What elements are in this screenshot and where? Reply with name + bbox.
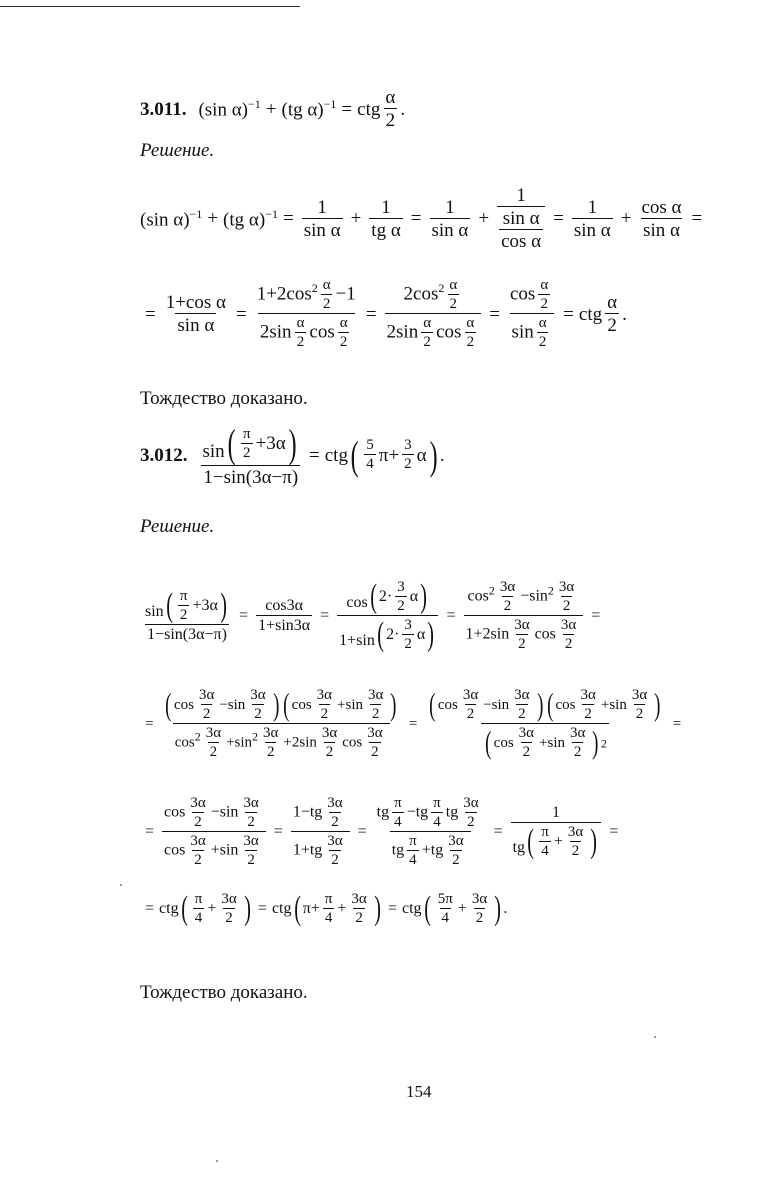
problem-number: 3.011. bbox=[140, 98, 187, 120]
formula-3012-line1: sin ( $\frac{\pi}{2}$ +3α ) 1−sin(3α−π) = $\frac{\cos 3\alpha}{1+\sin 3\alpha}$ = cos( 2· $\frac{3}{2}$ α ) 1+sin( 2· $\frac{3}{2}$ α ) = $\cos^2$ $\frac{3\alpha}{2}$ $-\sin^2$ $\frac{3\alpha}{2}$ 1+2sin $\frac{3\alpha}{2}$ cos $\frac{3\alpha}{2}$ = bbox=[140, 580, 605, 652]
solution-label: Решение. bbox=[140, 140, 215, 161]
formula-3012-line3: = cos $\frac{3\alpha}{2}$ −sin $\frac{3\alpha}{2}$ cos $\frac{3\alpha}{2}$ +sin $\frac{3\alpha}{2}$ = 1−tg $\frac{3\alpha}{2}$ 1+tg $\frac{3\alpha}{2}$ = tg $\frac{\pi}{4}$ −tg $\frac{\pi}{4}$ tg $\frac{3\alpha}{2}$ tg $\frac{\pi}{4}$ +tg $\frac{3\alpha}{2}$ = 1 tg ( $\frac{\pi}{4}$ + $\frac{3\alpha}{2}$ ) = bbox=[140, 796, 623, 868]
formula-3012-line4: = ctg ( $\frac{\pi}{4}$ + $\frac{3\alpha}{2}$ ) = ctg ( π+ $\frac{\pi}{4}$ + $\frac{3\alpha}{2}$ ) = ctg ( $\frac{5\pi}{4}$ + $\frac{3\alpha}{2}$ ) . bbox=[140, 892, 507, 926]
formula-3012-line2: = ( cos $\frac{3\alpha}{2}$ −sin $\frac{3\alpha}{2}$ )( cos $\frac{3\alpha}{2}$ +sin $\frac{3\alpha}{2}$ ) $\cos^2$ $\frac{3\alpha}{2}$ $+\sin^2$ $\frac{3\alpha}{2}$ +2sin $\frac{3\alpha}{2}$ cos $\frac{3\alpha}{2}$ = ( cos $\frac{3\alpha}{2}$ −sin $\frac{3\alpha}{2}$ )( cos $\frac{3\alpha}{2}$ +sin $\frac{3\alpha}{2}$ ) ( cos $\frac{3\alpha}{2}$ +sin $\frac{3\alpha}{2}$ ) $^2$ = bbox=[140, 688, 686, 760]
scan-speck bbox=[120, 884, 122, 886]
solution-label: Решение. bbox=[140, 516, 215, 537]
conclusion-text: Тождество доказано. bbox=[140, 982, 308, 1003]
problem-number: 3.012. bbox=[140, 444, 188, 466]
problem-3012-statement: 3.012. sin ( $\frac{\pi}{2}$ +3α ) 1−sin(3α−π) = ctg ( $\frac{5}{4}$ π+ $\frac{3}{2}$ α ) . bbox=[140, 424, 445, 487]
page-number: 154 bbox=[406, 1082, 432, 1101]
formula-3011-line2: = $\frac{\text{1+cos α}}{\text{sin α}}$ = $1+2\cos^2$ $\frac{\alpha}{2}$ −1 2sin $\frac{\alpha}{2}$ cos $\frac{\alpha}{2}$ = $2\cos^2$ $\frac{\alpha}{2}$ 2sin $\frac{\alpha}{2}$ cos $\frac{\alpha}{2}$ = cos $\frac{\alpha}{2}$ sin $\frac{\alpha}{2}$ = ctg $\frac{\alpha}{2}$ . bbox=[145, 277, 627, 350]
scan-speck bbox=[216, 1160, 218, 1162]
formula-3011-line1: (sin α)$^{-1}$ + (tg α)$^{-1}$ = $\frac{1}{\text{sin α}}$ + $\frac{1}{\text{tg α}}$ = $\frac{1}{\text{sin α}}$ + $\frac{1}{\frac{\text{sin α}}{\text{cos α}}}$ = $\frac{1}{\text{sin α}}$ + $\frac{\text{cos α}}{\text{sin α}}$ = bbox=[140, 185, 703, 252]
conclusion-text: Тождество доказано. bbox=[140, 388, 308, 409]
top-rule bbox=[0, 6, 300, 7]
problem-3011-statement: 3.011. (sin α)$^{-1}$ + (tg α)$^{-1}$ = ctg $\frac{\alpha}{2}$ . bbox=[140, 87, 406, 131]
scan-speck bbox=[654, 1036, 656, 1038]
